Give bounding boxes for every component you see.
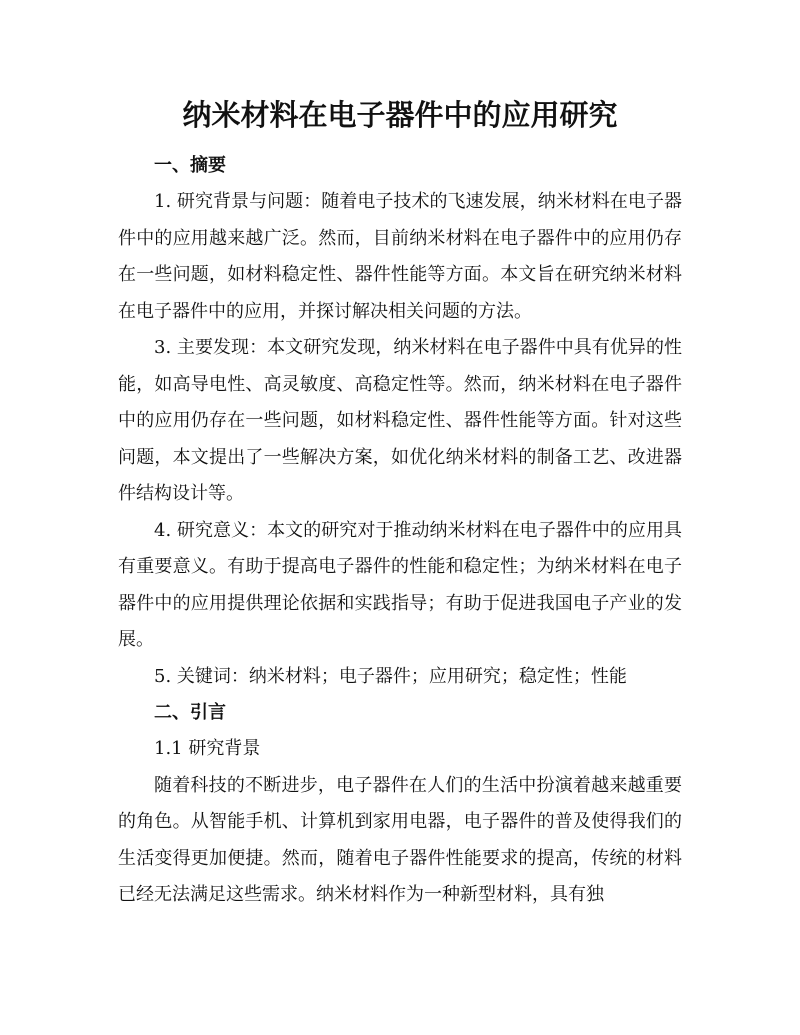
abstract-paragraph-1: 1. 研究背景与问题：随着电子技术的飞速发展，纳米材料在电子器件中的应用越来越广泛。然而，目前纳米材料在电子器件中的应用仍存在一些问题，如材料稳定性、器件性能等方面。本文旨在研究纳米材料在电子器件中的应用，并探讨解决相关问题的方法。: [118, 191, 682, 322]
abstract-paragraph-3: 3. 主要发现：本文研究发现，纳米材料在电子器件中具有优异的性能，如高导电性、高灵敏度、高稳定性等。然而，纳米材料在电子器件中的应用仍存在一些问题，如材料稳定性、器件性能等方面。针对这些问题，本文提出了一些解决方案，如优化纳米材料的制备工艺、改进器件结构设计等。: [118, 337, 682, 504]
abstract-keywords: 5. 关键词：纳米材料；电子器件；应用研究；稳定性；性能: [154, 665, 627, 687]
subsection-heading-background: 1.1 研究背景: [154, 738, 261, 759]
section-heading-abstract: 一、摘要: [154, 155, 226, 176]
introduction-paragraph-1: 随着科技的不断进步，电子器件在人们的生活中扮演着越来越重要的角色。从智能手机、计算机到家用电器，电子器件的普及使得我们的生活变得更加便捷。然而，随着电子器件性能要求的提高，传统的材料已经无法满足这些需求。纳米材料作为一种新型材料，具有独: [118, 774, 682, 905]
document-title: 纳米材料在电子器件中的应用研究: [182, 98, 618, 132]
abstract-paragraph-4: 4. 研究意义：本文的研究对于推动纳米材料在电子器件中的应用具有重要意义。有助于提高电子器件的性能和稳定性；为纳米材料在电子器件中的应用提供理论依据和实践指导；有助于促进我国电子产业的发展。: [118, 519, 682, 650]
section-heading-introduction: 二、引言: [154, 702, 226, 723]
